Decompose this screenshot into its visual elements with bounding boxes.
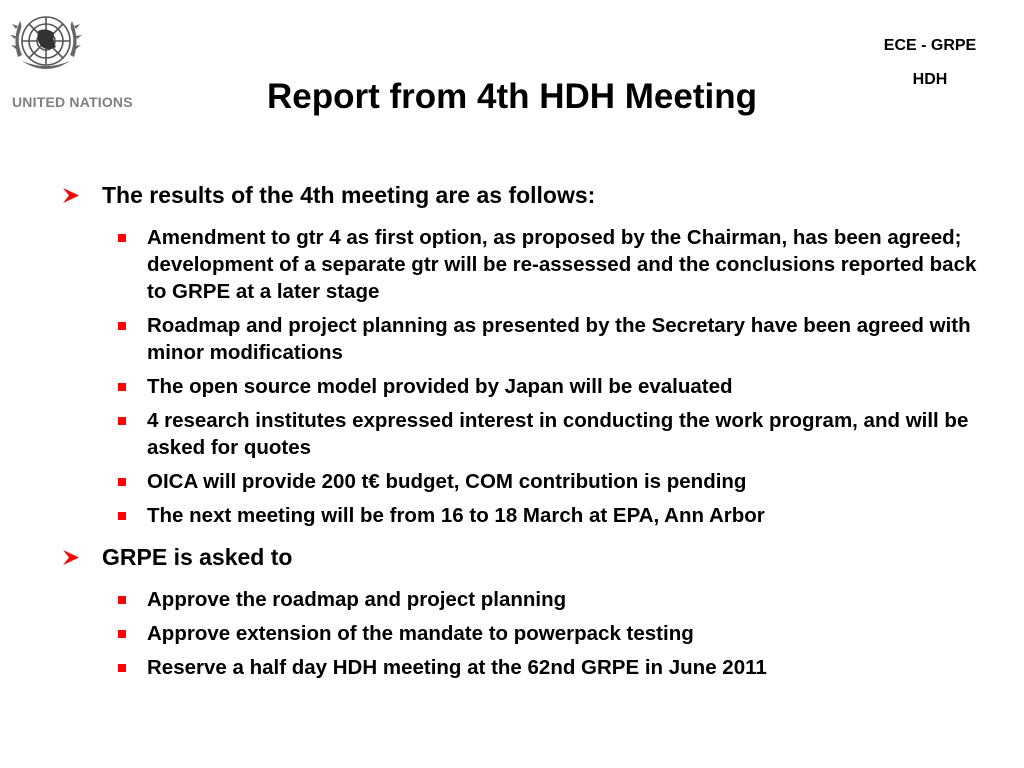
section-grpe-request	[62, 542, 982, 681]
header-code-line1: ECE - GRPE	[883, 37, 977, 54]
square-bullet-icon	[118, 478, 126, 486]
list-item	[62, 654, 982, 681]
square-bullet-icon	[118, 596, 126, 604]
list-item	[62, 224, 982, 305]
list-item-text: The open source model provided by Japan will be evaluated	[147, 375, 733, 398]
results-list	[62, 224, 982, 529]
request-list	[62, 586, 982, 681]
list-item-text: Approve extension of the mandate to powerpack testing	[147, 622, 694, 645]
list-item	[62, 586, 982, 613]
square-bullet-icon	[118, 664, 126, 672]
list-item	[62, 468, 982, 495]
section-heading-text: The results of the 4th meeting are as follows:	[102, 182, 596, 208]
organization-name: UNITED NATIONS	[12, 94, 133, 110]
list-item	[62, 312, 982, 366]
square-bullet-icon	[118, 512, 126, 520]
slide-title: Report from 4th HDH Meeting	[267, 77, 757, 116]
list-item	[62, 373, 982, 400]
list-item-text: Roadmap and project planning as presented by the Secretary have been agreed with minor modifications	[147, 314, 971, 364]
section-results	[62, 180, 982, 529]
section-heading	[62, 180, 982, 210]
list-item-text: Reserve a half day HDH meeting at the 62nd GRPE in June 2011	[147, 656, 767, 679]
header-code-line2: HDH	[912, 71, 948, 88]
square-bullet-icon	[118, 383, 126, 391]
arrow-bullet-icon	[63, 550, 79, 565]
list-item-text: Approve the roadmap and project planning	[147, 588, 567, 611]
list-item	[62, 502, 982, 529]
arrow-bullet-icon	[63, 188, 79, 203]
list-item	[62, 407, 982, 461]
square-bullet-icon	[118, 234, 126, 242]
list-item-text: The next meeting will be from 16 to 18 March at EPA, Ann Arbor	[147, 504, 765, 527]
un-emblem-icon	[8, 5, 84, 81]
list-item-text: OICA will provide 200 t€ budget, COM contribution is pending	[147, 470, 747, 493]
list-item-text: 4 research institutes expressed interest in conducting the work program, and will be asked for quotes	[147, 409, 969, 459]
square-bullet-icon	[118, 322, 126, 330]
square-bullet-icon	[118, 417, 126, 425]
section-heading	[62, 542, 982, 572]
list-item-text: Amendment to gtr 4 as first option, as proposed by the Chairman, has been agreed; development of a separate gtr will be re-assessed and the conclusions reported back to GRPE at a later stage	[147, 226, 977, 303]
slide-body	[62, 180, 982, 688]
list-item	[62, 620, 982, 647]
section-heading-text: GRPE is asked to	[102, 544, 293, 570]
square-bullet-icon	[118, 630, 126, 638]
